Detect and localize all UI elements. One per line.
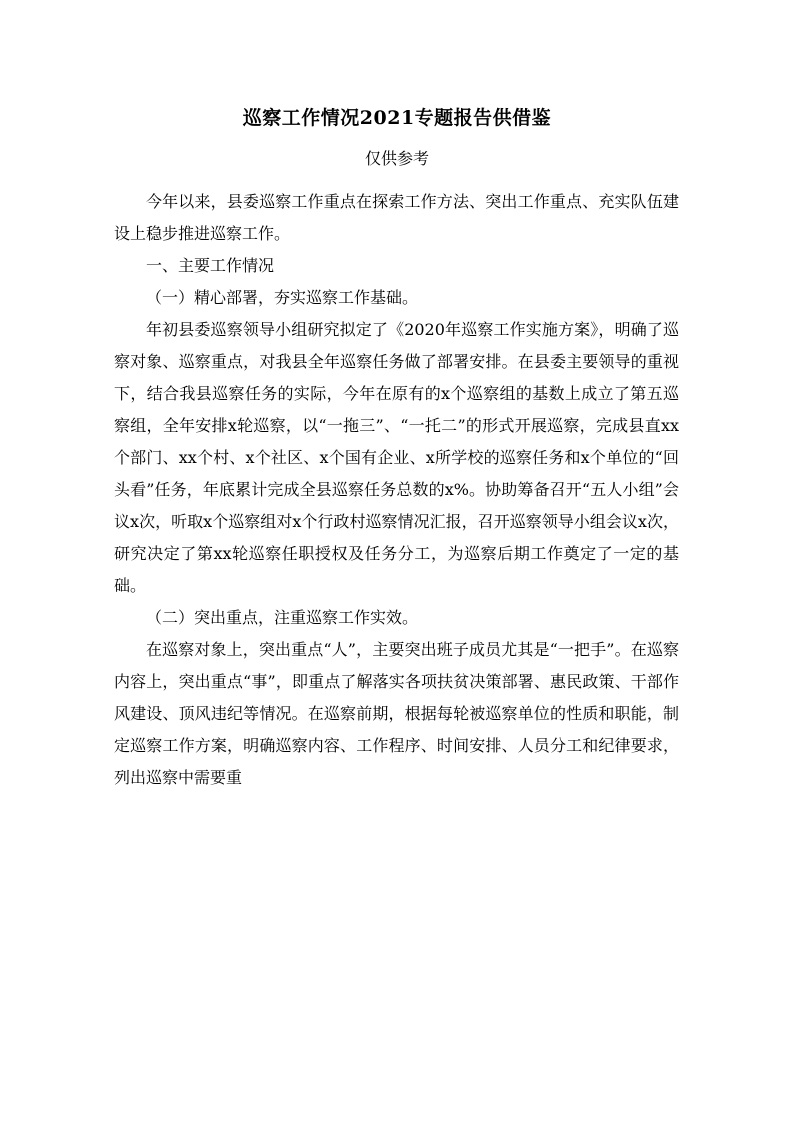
subsection-heading-1: （一）精心部署，夯实巡察工作基础。 [146,288,419,307]
body-paragraph-2: 在巡察对象上，突出重点“人”，主要突出班子成员尤其是“一把手”。在巡察内容上，突出重点“事”，即重点了解落实各项扶贫决策部署、惠民政策、干部作风建设、顶风违纪等情况。在巡察前期，根据每轮被巡察单位的性质和职能，制定巡察工作方案，明确巡察内容、工作程序、时间安排、人员分工和纪律要求，列出巡察中需要重 [114,640,679,787]
body-paragraph-1: 年初县委巡察领导小组研究拟定了《2020年巡察工作实施方案》，明确了巡察对象、巡察重点，对我县全年巡察任务做了部署安排。在县委主要领导的重视下，结合我县巡察任务的实际，今年在原有的x个巡察组的基数上成立了第五巡察组，全年安排x轮巡察，以“一拖三”、“一托二”的形式开展巡察，完成县直xx个部门、xx个村、x个社区、x个国有企业、x所学校的巡察任务和x个单位的“回头看”任务，年底累计完成全县巡察任务总数的x%。协助筹备召开“五人小组”会议x次，听取x个巡察组对x个行政村巡察情况汇报，召开巡察领导小组会议x次，研究决定了第xx轮巡察任职授权及任务分工，为巡察后期工作奠定了一定的基础。 [114,320,679,595]
document-subtitle: 仅供参考 [364,149,429,168]
subsection-heading-2: （二）突出重点，注重巡察工作实效。 [146,608,419,627]
document-title: 巡察工作情况2021专题报告供借鉴 [242,107,552,129]
intro-paragraph: 今年以来，县委巡察工作重点在探索工作方法、突出工作重点、充实队伍建设上稳步推进巡察工作。 [114,192,679,243]
section-heading-main-work: 一、主要工作情况 [146,256,275,275]
document-body [114,186,679,794]
